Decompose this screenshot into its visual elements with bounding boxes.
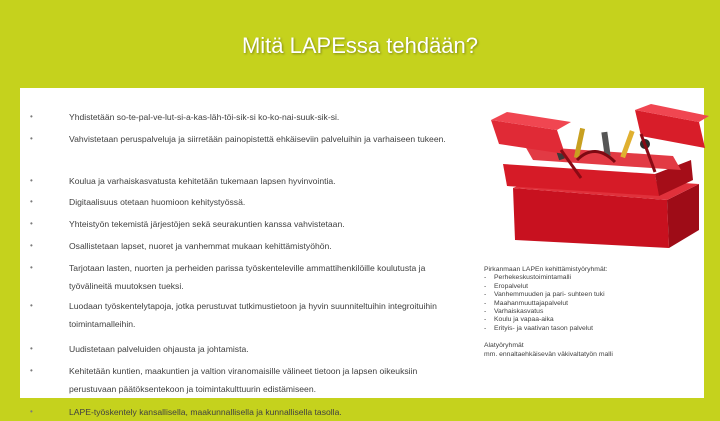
slide-title: Mitä LAPEssa tehdään? (241, 33, 479, 58)
bullet-marker: • (30, 344, 33, 353)
side-note-list (484, 274, 702, 333)
bullet-text: Vahvistetaan peruspalveluja ja siirretään painopistettä ehkäiseviin palveluihin ja varhaiseen tukeen. (69, 134, 446, 144)
list-item (20, 172, 490, 190)
side-note (484, 266, 702, 359)
list-item (20, 403, 490, 421)
side-note-subtext: mm. ennaltaehkäisevän väkivaltatyön malli (484, 350, 613, 358)
bullet-marker: • (30, 301, 33, 310)
bullet-marker: • (30, 112, 33, 121)
bullet-marker: • (30, 134, 33, 143)
list-item (20, 237, 490, 255)
content-panel (20, 88, 704, 417)
list-item (20, 340, 490, 358)
list-item (20, 108, 490, 126)
toolbox-icon (485, 100, 710, 250)
bullet-marker: • (30, 407, 33, 416)
bullet-marker: • (30, 263, 33, 272)
bullet-text: Yhdistetään so-te-pal-ve-lut-si-a-kas-läh-töi-sik-si ko-ko-nai-suuk-sik-si. (69, 112, 340, 122)
bullet-text: Tarjotaan lasten, nuorten ja perheiden parissa työskenteleville ammattihenkilöille koulutusta ja työvälineitä muutoksen tueksi. (69, 263, 426, 291)
list-item: - Koulu ja vapaa-aika (484, 316, 702, 324)
list-item (20, 297, 490, 333)
list-item: - Varhaiskasvatus (484, 308, 702, 316)
list-item: - Eropalvelut (484, 283, 702, 291)
list-item (20, 215, 490, 233)
bullet-text: Yhteistyön tekemistä järjestöjen sekä seurakuntien kanssa vahvistetaan. (69, 219, 345, 229)
side-note-heading: Pirkanmaan LAPEn kehittämistyöryhmät: (484, 266, 608, 273)
list-item: - Maahanmuuttajapalvelut (484, 300, 702, 308)
list-item (20, 130, 490, 148)
list-item (20, 362, 490, 398)
bullet-text: LAPE-työskentely kansallisella, maakunnallisella ja kunnallisella tasolla. (69, 407, 342, 417)
bullet-marker: • (30, 197, 33, 206)
bullet-marker: • (30, 241, 33, 250)
side-note-subheading: Alatyöryhmät (484, 342, 524, 350)
bullet-text: Osallistetaan lapset, nuoret ja vanhemmat mukaan kehittämistyöhön. (69, 241, 332, 251)
bullet-text: Uudistetaan palveluiden ohjausta ja johtamista. (69, 344, 249, 354)
bullet-marker: • (30, 366, 33, 375)
list-item (20, 259, 490, 295)
bullet-text: Koulua ja varhaiskasvatusta kehitetään tukemaan lapsen hyvinvointia. (69, 176, 336, 186)
list-item: - Perhekeskustoimintamalli (484, 274, 702, 282)
list-item (20, 193, 490, 211)
bullet-text: Digitaalisuus otetaan huomioon kehitystyössä. (69, 197, 246, 207)
bullet-text: Kehitetään kuntien, maakuntien ja valtion viranomaisille välineet tietoon ja lapsen oikeuksiin perustuvaan päätöksentekoon ja toimintakulttuurin edistämiseen. (69, 366, 418, 394)
list-item: - Vanhemmuuden ja pari- suhteen tuki (484, 291, 702, 299)
bullet-marker: • (30, 219, 33, 228)
bullet-marker: • (30, 176, 33, 185)
bullet-text: Luodaan työskentelytapoja, jotka perustuvat tutkimustietoon ja hyvin suunniteltuihin integroituihin toimintamalleihin. (69, 301, 437, 329)
list-item: - Erityis- ja vaativan tason palvelut (484, 325, 702, 333)
